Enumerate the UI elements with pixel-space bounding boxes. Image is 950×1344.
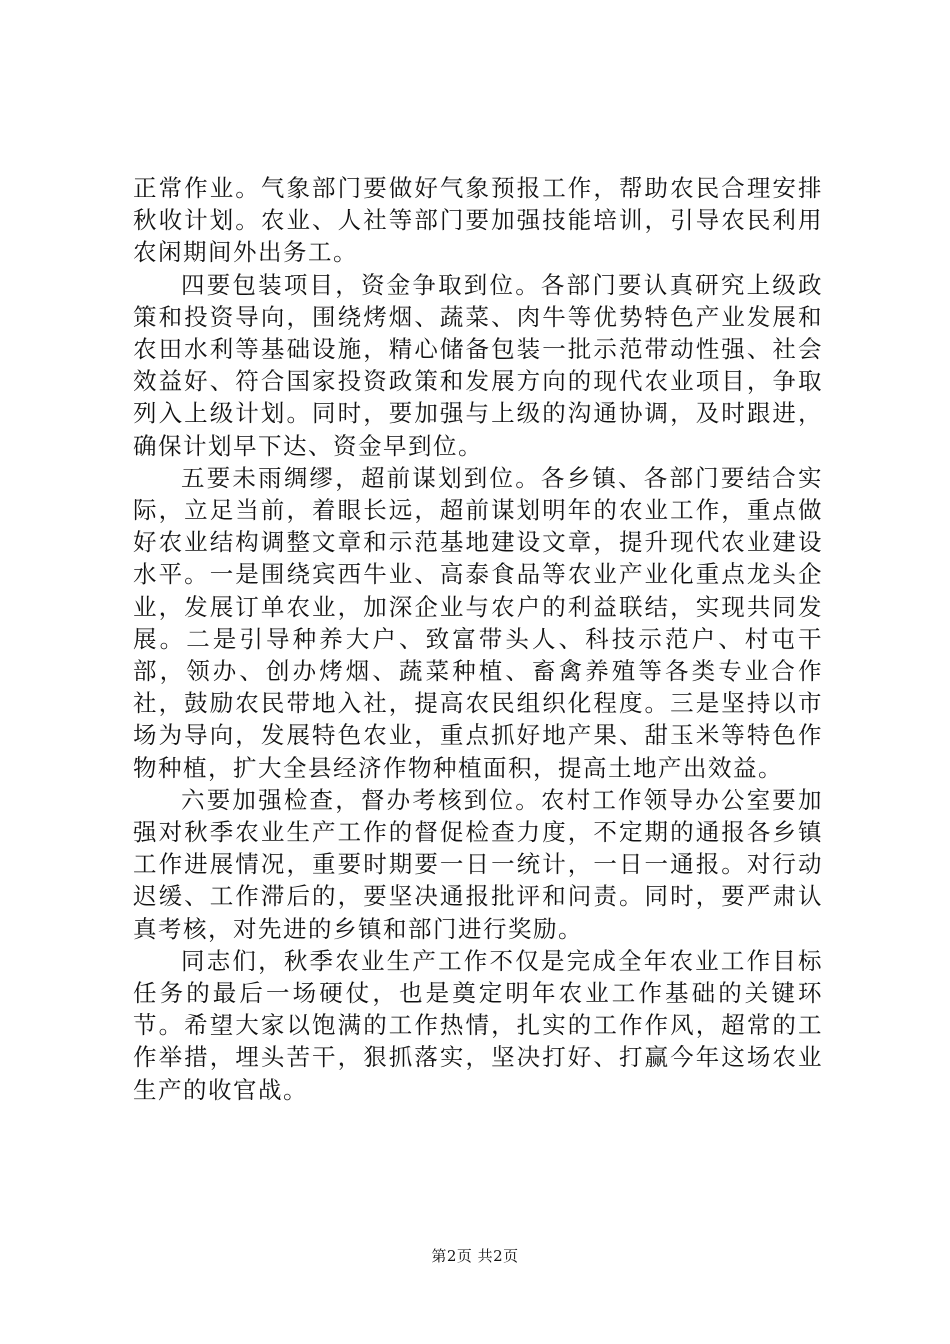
paragraph-item-six: 六要加强检查，督办考核到位。农村工作领导办公室要加强对秋季农业生产工作的督促检查力度，不定期的通报各乡镇工作进展情况，重要时期要一日一统计，一日一通报。对行动迟缓、工作滞后的，要坚决通报批评和问责。同时，要严肃认真考核，对先进的乡镇和部门进行奖励。	[133, 785, 823, 943]
paragraph-continuation: 正常作业。气象部门要做好气象预报工作，帮助农民合理安排秋收计划。农业、人社等部门要加强技能培训，引导农民利用农闲期间外出务工。	[133, 174, 823, 267]
document-body	[133, 172, 823, 1106]
paragraph-closing: 同志们，秋季农业生产工作不仅是完成全年农业工作目标任务的最后一场硬仗，也是奠定明年农业工作基础的关键环节。希望大家以饱满的工作热情，扎实的工作作风，超常的工作举措，埋头苦干，狠抓落实，坚决打好、打赢今年这场农业生产的收官战。	[133, 946, 823, 1104]
paragraph-item-four: 四要包装项目，资金争取到位。各部门要认真研究上级政策和投资导向，围绕烤烟、蔬菜、肉牛等优势特色产业发展和农田水利等基础设施，精心储备包装一批示范带动性强、社会效益好、符合国家投资政策和发展方向的现代农业项目，争取列入上级计划。同时，要加强与上级的沟通协调，及时跟进，确保计划早下达、资金早到位。	[133, 270, 823, 460]
page-footer: 第2页 共2页	[431, 1247, 519, 1265]
paragraph-item-five: 五要未雨绸缪，超前谋划到位。各乡镇、各部门要结合实际，立足当前，着眼长远，超前谋划明年的农业工作，重点做好农业结构调整文章和示范基地建设文章，提升现代农业建设水平。一是围绕宾西牛业、高泰食品等农业产业化重点龙头企业，发展订单农业，加深企业与农户的利益联结，实现共同发展。二是引导种养大户、致富带头人、科技示范户、村屯干部，领办、创办烤烟、蔬菜种植、畜禽养殖等各类专业合作社，鼓励农民带地入社，提高农民组织化程度。三是坚持以市场为导向，发展特色农业，重点抓好地产果、甜玉米等特色作物种植，扩大全县经济作物种植面积，提高土地产出效益。	[133, 463, 823, 782]
